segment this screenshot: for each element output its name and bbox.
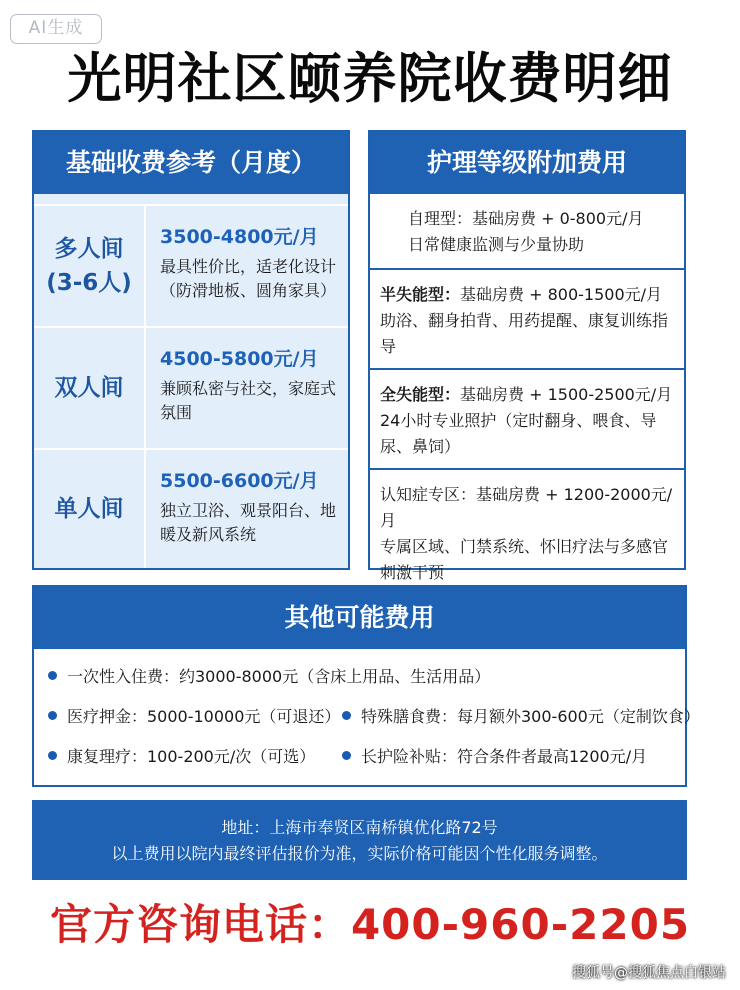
care-level-label: 自理型： <box>408 209 473 228</box>
fee-item-text: 特殊膳食费：每月额外300-600元（定制饮食） <box>361 707 700 726</box>
care-level-label: 全失能型： <box>380 385 461 404</box>
care-level-description: 日常健康监测与少量协助 <box>408 235 585 254</box>
room-name <box>34 450 146 568</box>
care-level-heading: 护理等级附加费用 <box>370 132 684 194</box>
room-row-multi <box>34 204 348 326</box>
room-price: 4500-5800元/月 <box>160 348 319 370</box>
address-footer <box>32 800 687 880</box>
care-level-fee: 基础房费 + 1200-2000元/月 <box>380 485 673 530</box>
fee-item <box>48 666 490 688</box>
fee-item <box>342 706 700 728</box>
care-level-fee-line <box>408 206 676 232</box>
care-level-description: 专属区域、门禁系统、怀旧疗法与多感官刺激干预 <box>380 537 669 582</box>
care-level-description: 助浴、翻身拍背、用药提醒、康复训练指导 <box>380 311 669 356</box>
other-fees-panel <box>32 585 700 787</box>
care-level-fee-line <box>380 382 676 408</box>
fee-item-text: 一次性入住费：约3000-8000元（含床上用品、生活用品） <box>67 667 491 686</box>
source-watermark: 搜狐号@搜狐焦点白银站 <box>572 965 726 981</box>
care-level-fee: 基础房费 + 0-800元/月 <box>472 209 644 228</box>
bullet-icon <box>48 671 57 680</box>
care-level-label: 半失能型： <box>380 285 461 304</box>
room-name <box>34 328 146 448</box>
room-info <box>160 450 342 547</box>
care-level-fee: 基础房费 + 800-1500元/月 <box>460 285 663 304</box>
care-level-fee-line <box>380 482 676 534</box>
care-level-dementia <box>370 468 684 582</box>
ai-generated-badge: AI生成 <box>10 14 102 44</box>
room-description: 兼顾私密与社交，家庭式氛围 <box>160 379 337 422</box>
other-fees-heading: 其他可能费用 <box>34 587 685 649</box>
disclaimer-text: 以上费用以院内最终评估报价为准，实际价格可能因个性化服务调整。 <box>111 844 608 863</box>
fee-item-text: 长护险补贴：符合条件者最高1200元/月 <box>361 747 648 766</box>
room-name-label: 单人间 <box>54 496 124 522</box>
room-name <box>34 206 146 326</box>
fee-item-text: 康复理疗：100-200元/次（可选） <box>67 747 316 766</box>
care-level-fee: 基础房费 + 1500-2500元/月 <box>460 385 673 404</box>
care-level-self <box>370 194 684 270</box>
fee-item <box>48 706 340 728</box>
care-level-semi <box>370 268 684 368</box>
care-level-description: 24小时专业照护（定时翻身、喂食、导尿、鼻饲） <box>380 411 657 456</box>
room-description: 最具性价比，适老化设计（防滑地板、圆角家具） <box>160 257 337 300</box>
room-price: 5500-6600元/月 <box>160 470 319 492</box>
room-name-label: 双人间 <box>54 375 124 401</box>
bullet-icon <box>342 711 351 720</box>
fee-item-text: 医疗押金：5000-10000元（可退还） <box>67 707 341 726</box>
care-level-label: 认知症专区： <box>380 485 477 504</box>
bullet-icon <box>48 751 57 760</box>
bullet-icon <box>48 711 57 720</box>
room-name-label: 多人间 <box>54 236 124 262</box>
page-title: 光明社区颐养院收费明细 <box>67 47 673 110</box>
room-price: 3500-4800元/月 <box>160 226 319 248</box>
room-info <box>160 206 342 303</box>
room-description: 独立卫浴、观景阳台、地暖及新风系统 <box>160 501 337 544</box>
room-info <box>160 328 342 425</box>
base-fee-heading: 基础收费参考（月度） <box>34 132 348 194</box>
care-level-fee-line <box>380 282 676 308</box>
consult-hotline: 官方咨询电话：400-960-2205 <box>49 900 691 949</box>
fee-item <box>342 746 647 768</box>
address-text: 地址：上海市奉贤区南桥镇优化路72号 <box>221 818 498 837</box>
care-level-full <box>370 368 684 468</box>
base-fee-panel <box>32 130 350 570</box>
bullet-icon <box>342 751 351 760</box>
room-row-double <box>34 326 348 448</box>
fee-item <box>48 746 315 768</box>
room-capacity: (3-6人) <box>46 270 132 296</box>
room-row-single <box>34 448 348 568</box>
care-level-panel <box>368 130 686 582</box>
